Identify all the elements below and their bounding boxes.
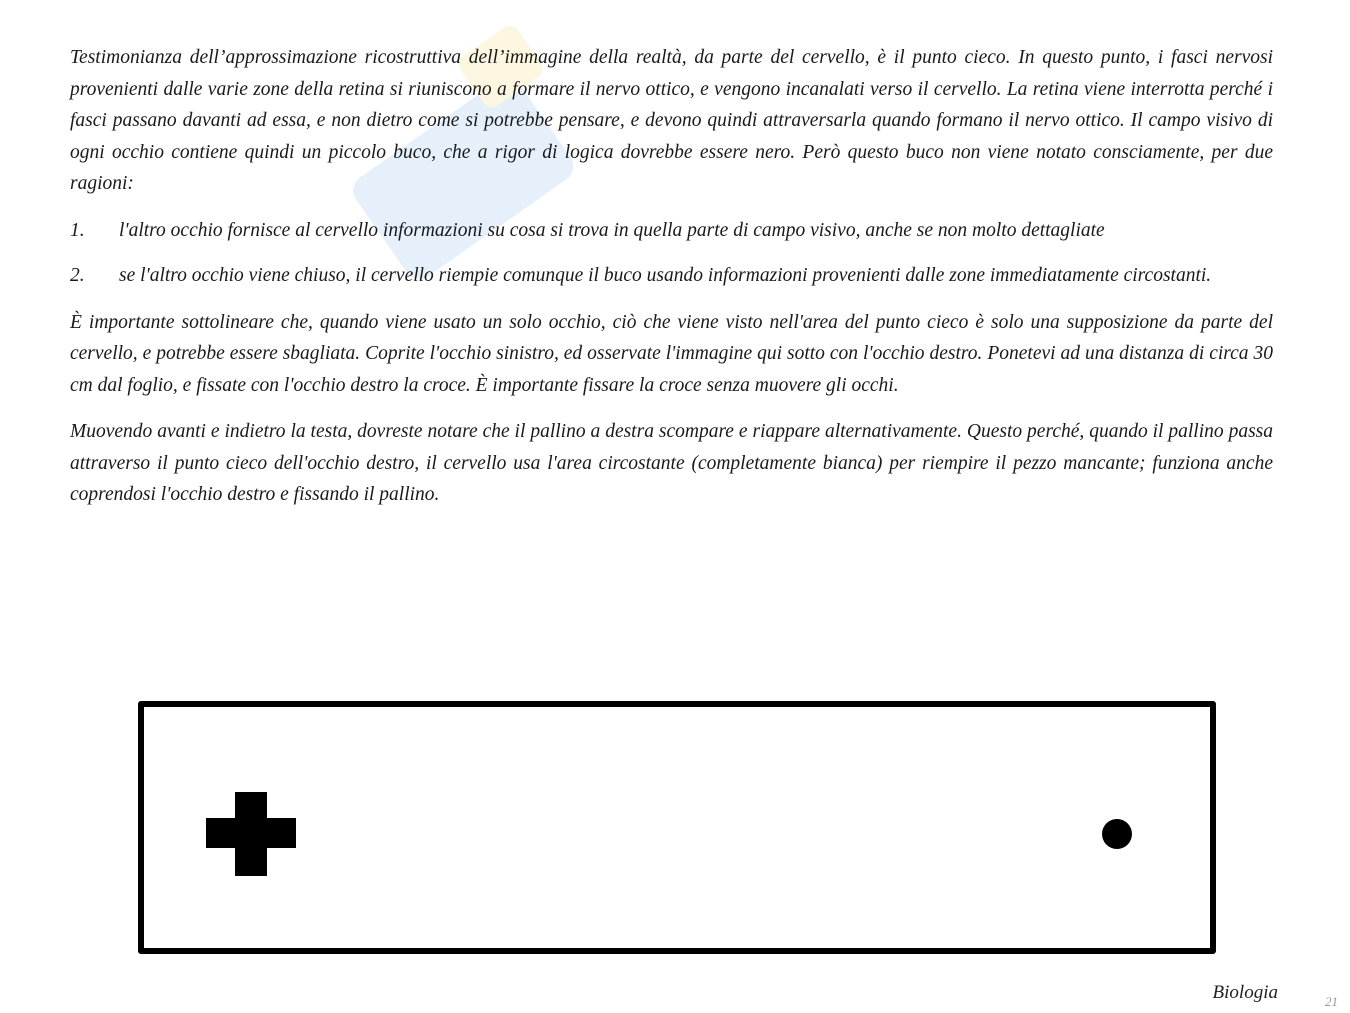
dot-icon	[1102, 819, 1132, 849]
paragraph-intro-part-1: Testimonianza dell’approssimazione ricostruttiva dell’immagine della realtà, da parte del cervello, è il punto cieco. In questo punto, i fasci nervosi provenienti dalle varie zone della retina si riuniscono a formare il nervo ottico, e vengono incanalati verso il cervello. La retina viene interrotta perché i fasci passano	[70, 47, 1273, 131]
cross-horizontal-bar	[206, 818, 296, 848]
reasons-list	[70, 215, 1273, 292]
cross-icon	[206, 792, 296, 876]
list-item	[70, 260, 1273, 292]
emphasis-word: davanti	[182, 110, 242, 131]
list-item	[70, 215, 1273, 247]
footer-subject: Biologia	[1212, 982, 1278, 1003]
list-item-number: 1.	[70, 219, 85, 241]
paragraph-instructions: È importante sottolineare che, quando viene usato un solo occhio, ciò che viene visto nell'area del punto cieco è solo una supposizione da parte del cervello, e potrebbe essere sbagliata. Coprite l'occhio sinistro, ed osservate l'immagine qui sotto con l'occhio destro. Ponetevi ad una distanza di circa 30 cm dal foglio, e fissate con l'occhio destro la croce. È importante fissare la croce senza muovere gli occhi.	[70, 311, 1273, 396]
paragraph-explanation: Muovendo avanti e indietro la testa, dovreste notare che il pallino a destra scompare e riappare alternativamente. Questo perché, quando il pallino passa attraverso il punto cieco dell'occhio destro, il cervello usa l'area circostante (completamente bianca) per riempire il pezzo mancante; funziona anche coprendosi l'occhio destro e fissando il pallino.	[70, 421, 1273, 505]
paragraph-intro-part-2: ad essa, e non dietro come si potrebbe pensare, e devono quindi attraversarla quando formano il nervo ottico. Il campo visivo di ogni occhio contiene quindi un piccolo buco, che a rigor di logica dovrebbe essere nero. Però questo buco non viene notato consciamente, per due ragioni:	[70, 110, 1273, 194]
main-text	[70, 42, 1273, 526]
list-item-text: se l'altro occhio viene chiuso, il cervello riempie comunque il buco usando informazioni provenienti dalle zone immediatamente circostanti.	[119, 265, 1212, 286]
paragraph-intro	[70, 42, 1273, 200]
blind-spot-test-figure	[138, 701, 1216, 954]
list-item-text: l'altro occhio fornisce al cervello informazioni su cosa si trova in quella parte di campo visivo, anche se non molto dettagliate	[119, 219, 1105, 241]
page-number: 21	[1325, 994, 1338, 1009]
list-item-number: 2.	[70, 265, 85, 286]
